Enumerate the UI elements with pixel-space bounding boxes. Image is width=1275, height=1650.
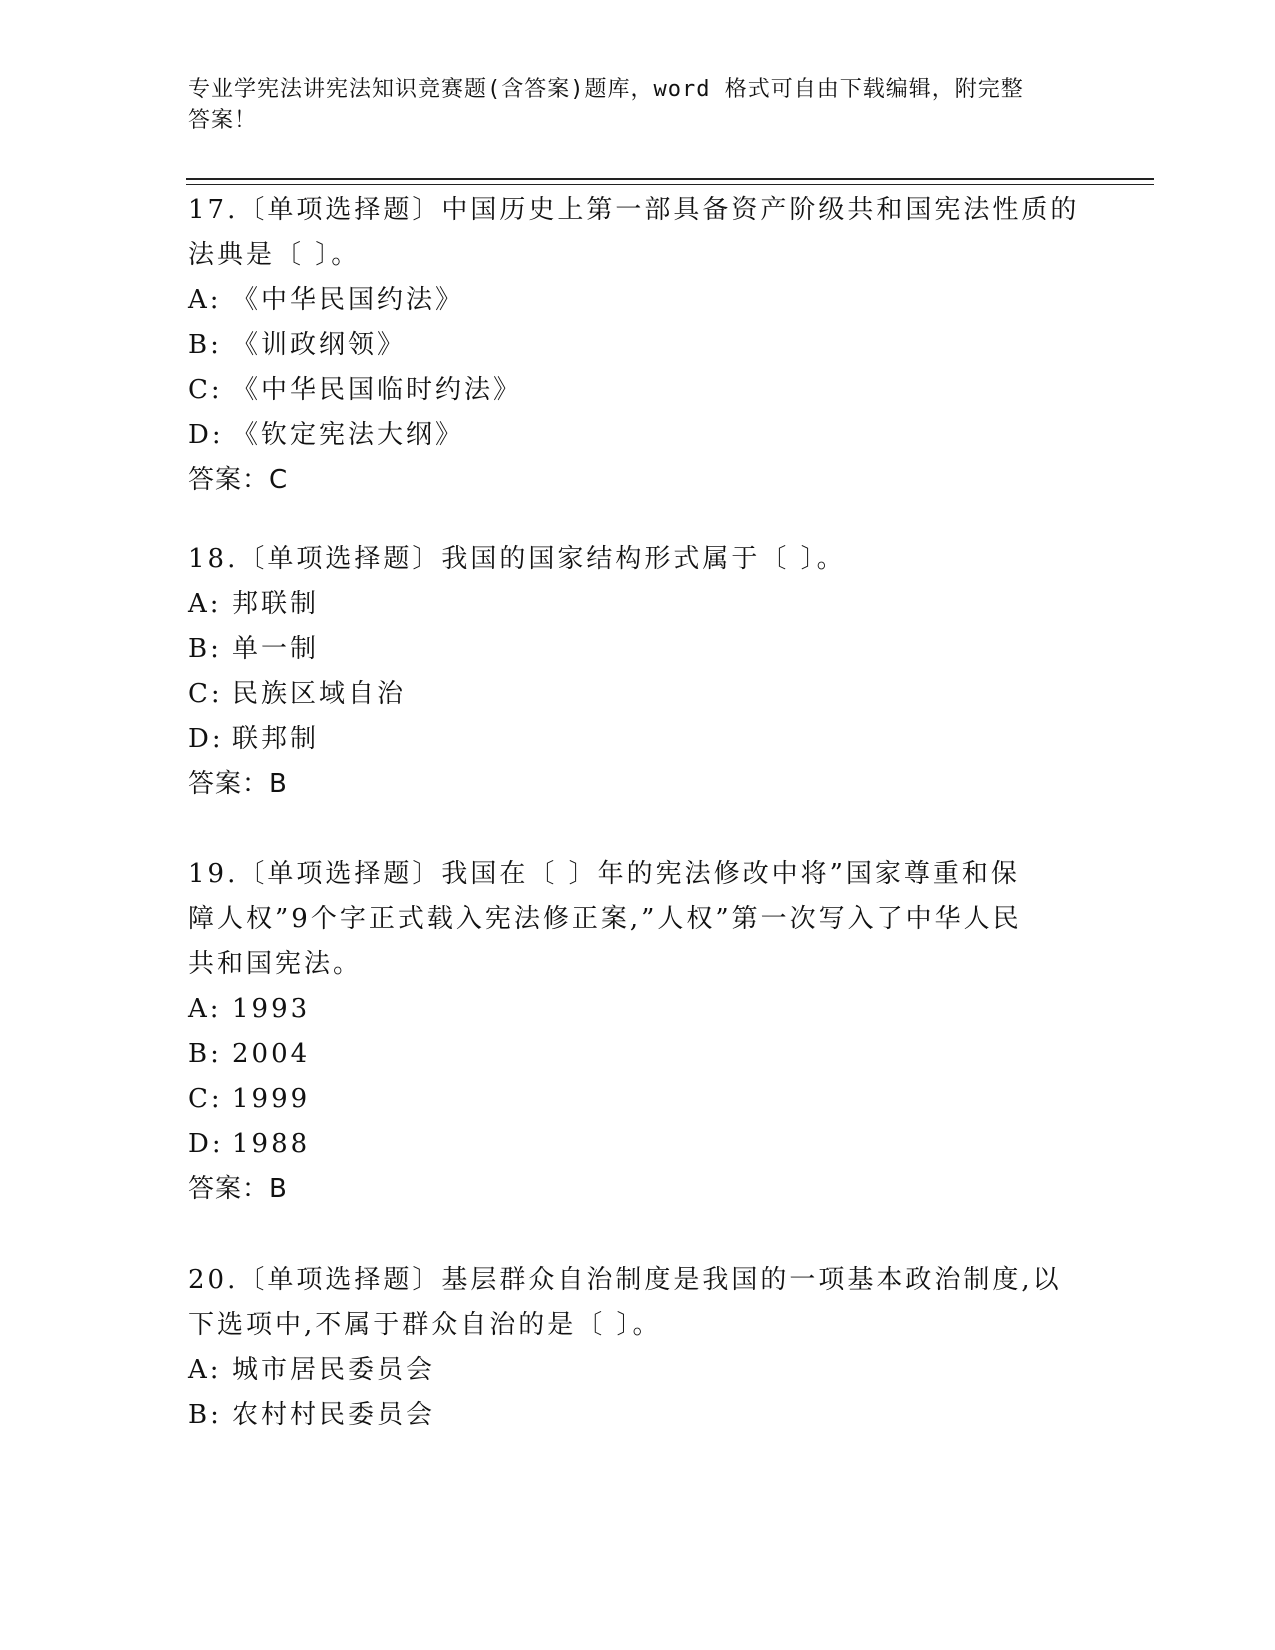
question-18 [188,537,1088,807]
option-a [188,582,1088,627]
option-b [188,1393,1088,1438]
option-text: 邦联制 [232,589,320,619]
option-b [188,627,1088,672]
question-stem-line: 共和国宪法。 [188,949,363,979]
option-a [188,1348,1088,1393]
option-text: 1999 [232,1084,311,1114]
option-text: 联邦制 [232,724,320,754]
option-b [188,1032,1088,1077]
answer-line: 答案：B [188,769,288,799]
option-c [188,672,1088,717]
option-letter: A: [188,994,222,1024]
option-letter: A: [188,589,222,619]
option-letter: C: [188,375,223,405]
option-text: 1988 [232,1129,311,1159]
option-letter: C: [188,1084,223,1114]
header-divider-thick [186,178,1154,180]
option-a [188,987,1088,1032]
option-text: 城市居民委员会 [232,1355,436,1385]
option-text: 《钦定宪法大纲》 [232,420,465,450]
option-letter: A: [188,285,222,315]
option-b [188,323,1088,368]
option-text: 《中华民国约法》 [232,285,465,315]
question-stem-line: 障人权”9个字正式载入宪法修正案,”人权”第一次写入了中华人民 [188,904,1022,934]
question-20 [188,1258,1088,1438]
question-stem-line: 17.〔单项选择题〕中国历史上第一部具备资产阶级共和国宪法性质的 [188,195,1080,225]
question-stem-line: 19.〔单项选择题〕我国在〔 〕年的宪法修改中将”国家尊重和保 [188,859,1020,889]
option-letter: B: [188,634,222,664]
option-c [188,1077,1088,1122]
option-text: 《中华民国临时约法》 [232,375,523,405]
question-stem-line: 20.〔单项选择题〕基层群众自治制度是我国的一项基本政治制度,以 [188,1265,1062,1295]
answer-line: 答案：C [188,465,289,495]
option-text: 1993 [232,994,311,1024]
option-d [188,1122,1088,1167]
option-text: 2004 [232,1039,311,1069]
question-stem-line: 法典是〔 〕。 [188,240,361,270]
option-letter: C: [188,679,223,709]
option-text: 农村村民委员会 [232,1400,436,1430]
option-letter: A: [188,1355,222,1385]
option-d [188,413,1088,458]
answer-line: 答案：B [188,1174,288,1204]
option-letter: D: [188,420,224,450]
option-letter: B: [188,1400,222,1430]
question-stem-line: 18.〔单项选择题〕我国的国家结构形式属于〔 〕。 [188,544,846,574]
option-letter: B: [188,1039,222,1069]
option-letter: D: [188,724,224,754]
option-letter: B: [188,330,222,360]
option-letter: D: [188,1129,224,1159]
header-line-1: 专业学宪法讲宪法知识竞赛题(含答案)题库，word 格式可自由下载编辑，附完整 [188,77,1024,102]
document-header [188,74,1078,136]
option-d [188,717,1088,762]
option-c [188,368,1088,413]
header-divider-thin [186,184,1154,185]
question-stem-line: 下选项中,不属于群众自治的是〔 〕。 [188,1310,662,1340]
option-text: 《训政纲领》 [232,330,407,360]
option-text: 民族区域自治 [232,679,407,709]
question-19 [188,852,1088,1212]
option-a [188,278,1088,323]
question-17 [188,188,1088,503]
header-line-2: 答案！ [188,108,258,133]
option-text: 单一制 [232,634,320,664]
